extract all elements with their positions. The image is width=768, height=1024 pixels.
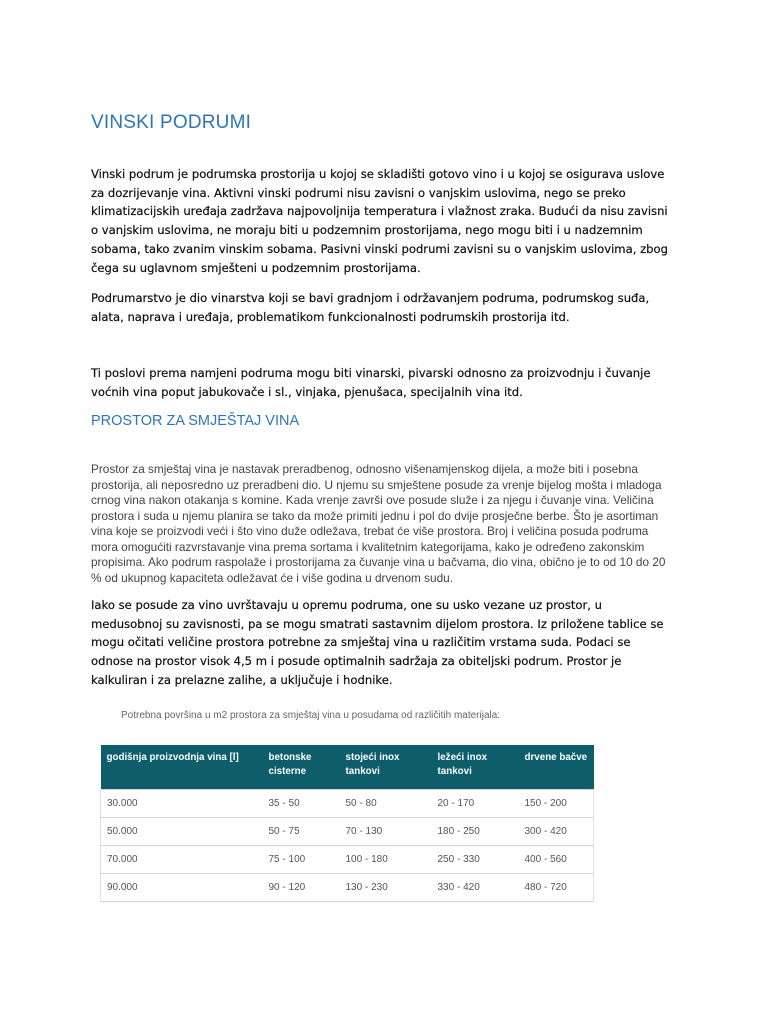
table-cell: 400 - 560: [519, 846, 594, 874]
space-requirements-table: [100, 745, 594, 902]
table-row: [101, 874, 594, 902]
table-row: [101, 790, 594, 818]
table-cell: 50 - 80: [340, 790, 432, 818]
paragraph-podrumarstvo: Podrumarstvo je dio vinarstva koji se bavi gradnjom i održavanjem podruma, podrumskog suđa, alata, naprava i uređaja, problematikom funkcionalnosti podrumskih prostorija itd.: [91, 291, 650, 324]
table-cell: 480 - 720: [519, 874, 594, 902]
section-heading: PROSTOR ZA SMJEŠTAJ VINA: [91, 413, 300, 429]
page-title: VINSKI PODRUMI: [91, 112, 252, 133]
table-header-cell: godišnja proizvodnja vina [l]: [101, 745, 263, 790]
paragraph-poslovi: Ti poslovi prema namjeni podruma mogu biti vinarski, pivarski odnosno za proizvodnju i čuvanje voćnih vina poput jabukovače i sl., vinjaka, pjenušaca, specijalnih vina itd.: [91, 366, 651, 399]
table-header-cell: stojeći inox tankovi: [340, 745, 432, 790]
table-cell: 330 - 420: [432, 874, 519, 902]
table-cell: 150 - 200: [519, 790, 594, 818]
table-cell: 90 - 120: [263, 874, 340, 902]
table-row: [101, 818, 594, 846]
table-caption: Potrebna površina u m2 prostora za smještaj vina u posudama od različitih materijala:: [121, 710, 501, 721]
table-row: [101, 846, 594, 874]
table-header-cell: ležeći inox tankovi: [432, 745, 519, 790]
quoted-paragraph: Prostor za smještaj vina je nastavak preradbenog, odnosno višenamjenskog dijela, a može biti i posebna prostorija, ali neposredno uz preradbeni dio. U njemu su smještene posude za vrenje bijelog mošta i mladoga crnog vina nakon otakanja s komine. Kada vrenje završi ove posude služe i za njegu i čuvanje vina. Veličina prostora i suda u njemu planira se tako da može primiti jednu i pol do dvije prosječne berbe. Što je asortiman vina koje se proizvodi veći i što vino duže odležava, trebat će više prostora. Broj i veličina posuda podruma mora omogućiti razvrstavanje vina prema sortama i kvalitetnim kategorijama, kako je određeno zakonskim propisima. Ako podrum raspolaže i prostorijama za čuvanje vina u bačvama, dio vina, obično je to od 10 do 20 % od ukupnog kapaciteta odležavat će i više godina u drvenom sudu.: [91, 462, 666, 585]
table-cell: 50 - 75: [263, 818, 340, 846]
table-header-row: [101, 745, 594, 790]
table-cell: 250 - 330: [432, 846, 519, 874]
table-cell: 300 - 420: [519, 818, 594, 846]
table-cell: 50.000: [101, 818, 263, 846]
table-cell: 30.000: [101, 790, 263, 818]
table-cell: 70 - 130: [340, 818, 432, 846]
table-cell: 70.000: [101, 846, 263, 874]
table-cell: 180 - 250: [432, 818, 519, 846]
table-header-cell: drvene bačve: [519, 745, 594, 790]
table-cell: 20 - 170: [432, 790, 519, 818]
table-cell: 90.000: [101, 874, 263, 902]
table-header-cell: betonske cisterne: [263, 745, 340, 790]
paragraph-intro: Vinski podrum je podrumska prostorija u kojoj se skladišti gotovo vino i u kojoj se osigurava uslove za dozrijevanje vina. Aktivni vinski podrumi nisu zavisni o vanjskim uslovima, nego se preko klimatizacijskih uređaja zadržava najpovoljnija temperatura i vlažnost zraka. Budući da nisu zavisni o vanjskim uslovima, ne moraju biti u podzemnim prostorijama, nego mogu biti i u nadzemnim sobama, tako zvanim vinskim sobama. Pasivni vinski podrumi zavisni su o vanjskim uslovima, zbog čega su uglavnom smješteni u podzemnim prostorijama.: [91, 167, 668, 275]
table-cell: 35 - 50: [263, 790, 340, 818]
paragraph-posude: Iako se posude za vino uvrštavaju u opremu podruma, one su usko vezane uz prostor, u medusobnoj su zavisnosti, pa se mogu smatrati sastavnim dijelom prostora. Iz priložene tablice se mogu očitati veličine prostora potrebne za smještaj vina u različitim vrstama suda. Podaci se odnose na prostor visok 4,5 m i posude optimalnih sadržaja za obiteljski podrum. Prostor je kalkuliran i za prelazne zalihe, a uključuje i hodnike.: [91, 598, 664, 687]
table-cell: 130 - 230: [340, 874, 432, 902]
table-cell: 75 - 100: [263, 846, 340, 874]
table-cell: 100 - 180: [340, 846, 432, 874]
